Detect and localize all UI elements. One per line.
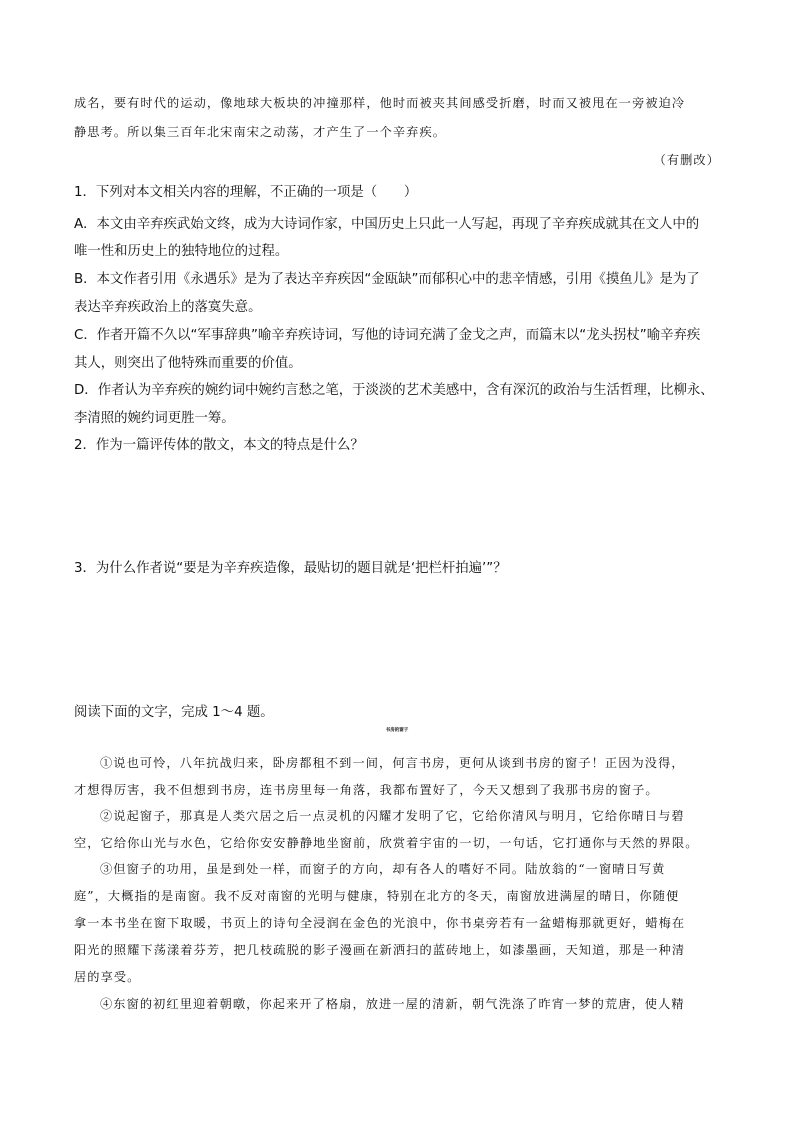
question-1-option-c-line-2: 其人，则突出了他特殊而重要的价值。 — [74, 356, 302, 371]
question-1-option-d-line-2: 李清照的婉约词更胜一筹。 — [74, 411, 235, 426]
question-3-stem: 3．为什么作者说“要是为辛弃疾造像，最贴切的题目就是‘把栏杆拍遍’”？ — [74, 561, 507, 576]
paragraph-3-line-5: 居的享受。 — [74, 970, 141, 984]
paragraph-2-line-2: 空，它给你山光与水色，它给你安安静静地坐窗前，欣赏着宇宙的一切，一句话，它打通你与天然的界限。 — [74, 836, 699, 850]
passage-tail-line-1: 成名，要有时代的运动，像地球大板块的冲撞那样，他时而被夹其间感受折磨，时而又被甩在一旁被迫冷 — [74, 96, 686, 110]
paragraph-1-line-1: ①说也可怜，八年抗战归来，卧房都租不到一间，何言书房，更何从谈到书房的窗子！正因为没得， — [100, 756, 685, 770]
question-1-option-b-line-1: B．本文作者引用《永遇乐》是为了表达辛弃疾因“金瓯缺”而郁积心中的悲辛情感，引用《摸鱼儿》是为了 — [74, 272, 700, 287]
paragraph-2-line-1: ②说起窗子，那真是人类穴居之后一点灵机的闪耀才发明了它，它给你清风与明月，它给你晴日与碧 — [100, 809, 685, 823]
question-1-option-c-line-1: C．作者开篇不久以“军事辞典”喻辛弃疾诗词，写他的诗词充满了金戈之声，而篇末以“龙头拐杖”喻辛弃疾 — [74, 328, 701, 343]
question-1-option-a-line-1: A．本文由辛弃疾武始文终，成为大诗词作家，中国历史上只此一人写起，再现了辛弃疾成就其在文人中的 — [74, 217, 700, 232]
question-1-option-d-line-1: D．作者认为辛弃疾的婉约词中婉约言愁之笔，于淡淡的艺术美感中，含有深沉的政治与生活哲理，比柳永、 — [74, 383, 714, 398]
source-note: （有删改） — [653, 153, 720, 167]
paragraph-4-line-1: ④东窗的初红里迎着朝暾，你起来开了格扇，放进一屋的清新，朝气洗涤了昨宵一梦的荒唐，使人精 — [100, 997, 685, 1011]
question-2-stem: 2．作为一篇评传体的散文，本文的特点是什么？ — [74, 438, 364, 453]
paragraph-3-line-4: 阳光的照耀下荡漾着芬芳，把几枝疏脱的影子漫画在新洒扫的蓝砖地上，如漆墨画，天知道，那是一种清 — [74, 943, 686, 957]
question-1-option-b-line-2: 表达辛弃疾政治上的落寞失意。 — [74, 300, 262, 315]
question-1-stem: 1．下列对本文相关内容的理解，不正确的一项是（ ） — [74, 185, 418, 200]
paragraph-3-line-1: ③但窗子的功用，虽是到处一样，而窗子的方向，却有各人的嗜好不同。陆放翁的“一窗晴日写黄 — [100, 862, 666, 876]
question-1-option-a-line-2: 唯一性和历史上的独特地位的过程。 — [74, 244, 289, 259]
passage-tail-line-2: 静思考。所以集三百年北宋南宋之动荡，才产生了一个辛弃疾。 — [74, 125, 447, 139]
article-title: 书房的窗子 — [385, 728, 409, 733]
paragraph-3-line-3: 拿一本书坐在窗下取暖，书页上的诗句全浸润在金色的光浪中，你书桌旁若有一盆蜡梅那就更好，蜡梅在 — [74, 916, 686, 930]
paragraph-3-line-2: 庭”，大概指的是南窗。我不反对南窗的光明与健康，特别在北方的冬天，南窗放进满屋的晴日，你随便 — [74, 889, 680, 903]
paragraph-1-line-2: 才想得厉害，我不但想到书房，连书房里每一角落，我都布置好了，今天又想到了我那书房的窗子。 — [74, 783, 659, 797]
section-intro: 阅读下面的文字，完成 1～4 题。 — [74, 705, 274, 720]
